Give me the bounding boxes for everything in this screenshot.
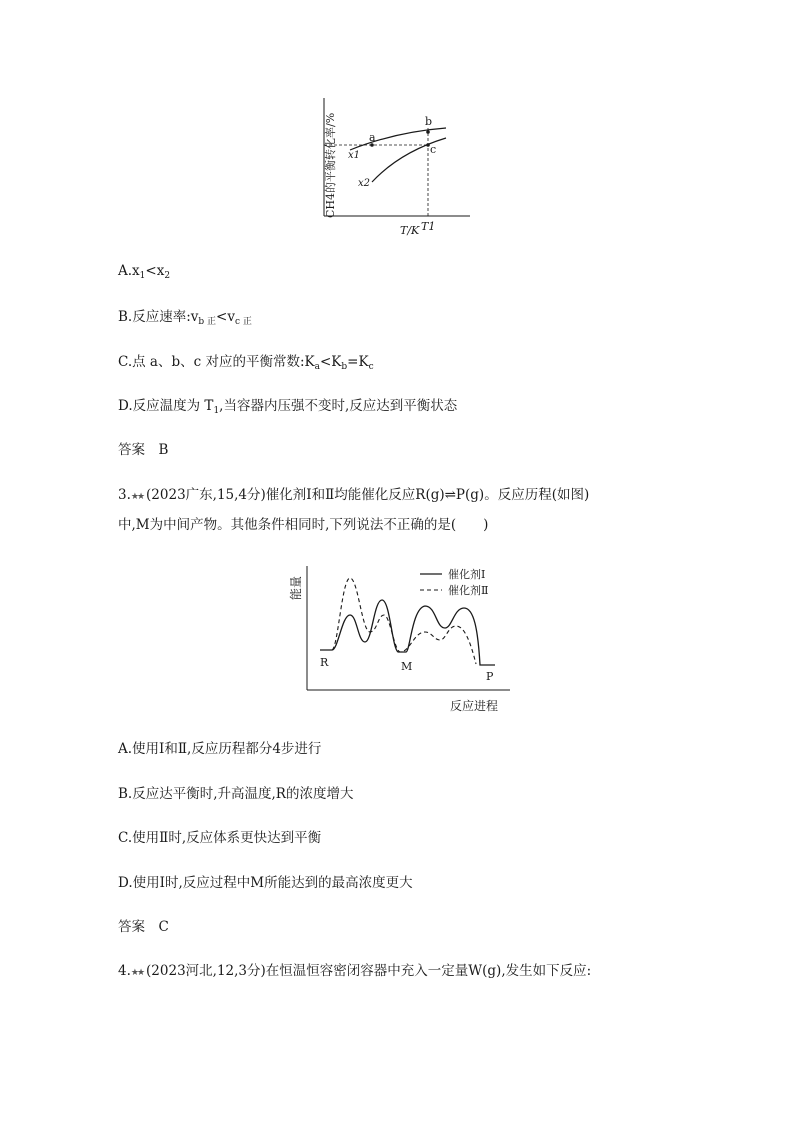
difficulty-stars-icon: ★★ [130,968,144,978]
q2-answer: 答案 B [118,442,169,458]
q3-option-a: A.使用Ⅰ和Ⅱ,反应历程都分4步进行 [118,741,322,757]
point-b [426,130,430,134]
q3-answer: 答案 C [118,919,169,935]
label-m: M [401,660,413,673]
q3-option-c: C.使用Ⅱ时,反应体系更快达到平衡 [118,830,322,846]
label-a: a [369,131,376,144]
y-axis-label: CH4的平衡转化率/% [324,112,337,218]
q3-stem-line1: 3.★★ (2023广东,15,4分)催化剂Ⅰ和Ⅱ均能催化反应R(g)⇌P(g)。反应历程(如图) [118,487,590,503]
legend-catalyst-1: 催化剂Ⅰ [448,568,486,581]
label-b: b [425,115,433,128]
figure-energy-profile [280,560,520,720]
energy-y-axis-label: 能量 [289,575,303,600]
label-x1: x1 [348,150,361,161]
q2-option-d: D.反应温度为 $T_1$,当容器内压强不变时,反应达到平衡状态 [118,398,458,416]
q3-option-d: D.使用Ⅰ时,反应过程中M所能达到的最高浓度更大 [118,875,413,891]
x-axis-label: T/K [400,224,420,237]
q3-option-b: B.反应达平衡时,升高温度,R的浓度增大 [118,786,354,802]
label-x2: x2 [358,178,371,189]
figure-conversion-vs-temperature [300,92,480,242]
label-p: P [486,670,494,683]
curve-catalyst-1 [320,600,495,665]
q4-stem: 4.★★ (2023河北,12,3分)在恒温恒容密闭容器中充入一定量W(g),发生如下反应: [118,963,592,979]
energy-x-axis-label: 反应进程 [450,699,499,713]
label-r: R [320,656,329,669]
q2-option-a: $A.x_1<x_2$ [118,263,171,281]
legend-catalyst-2: 催化剂Ⅱ [448,584,489,597]
q2-option-b: B.反应速率$:v_{b 正}<v_{c 正}$ [118,309,252,327]
q2-option-c: C.点 a、b、c 对应的平衡常数$:K_a<K_b=K_c$ [118,354,374,372]
t1-label: T1 [421,220,436,233]
difficulty-stars-icon: ★★ [130,492,144,502]
label-c: c [430,143,437,156]
q3-stem-line2: 中,M为中间产物。其他条件相同时,下列说法不正确的是( ) [118,517,489,533]
